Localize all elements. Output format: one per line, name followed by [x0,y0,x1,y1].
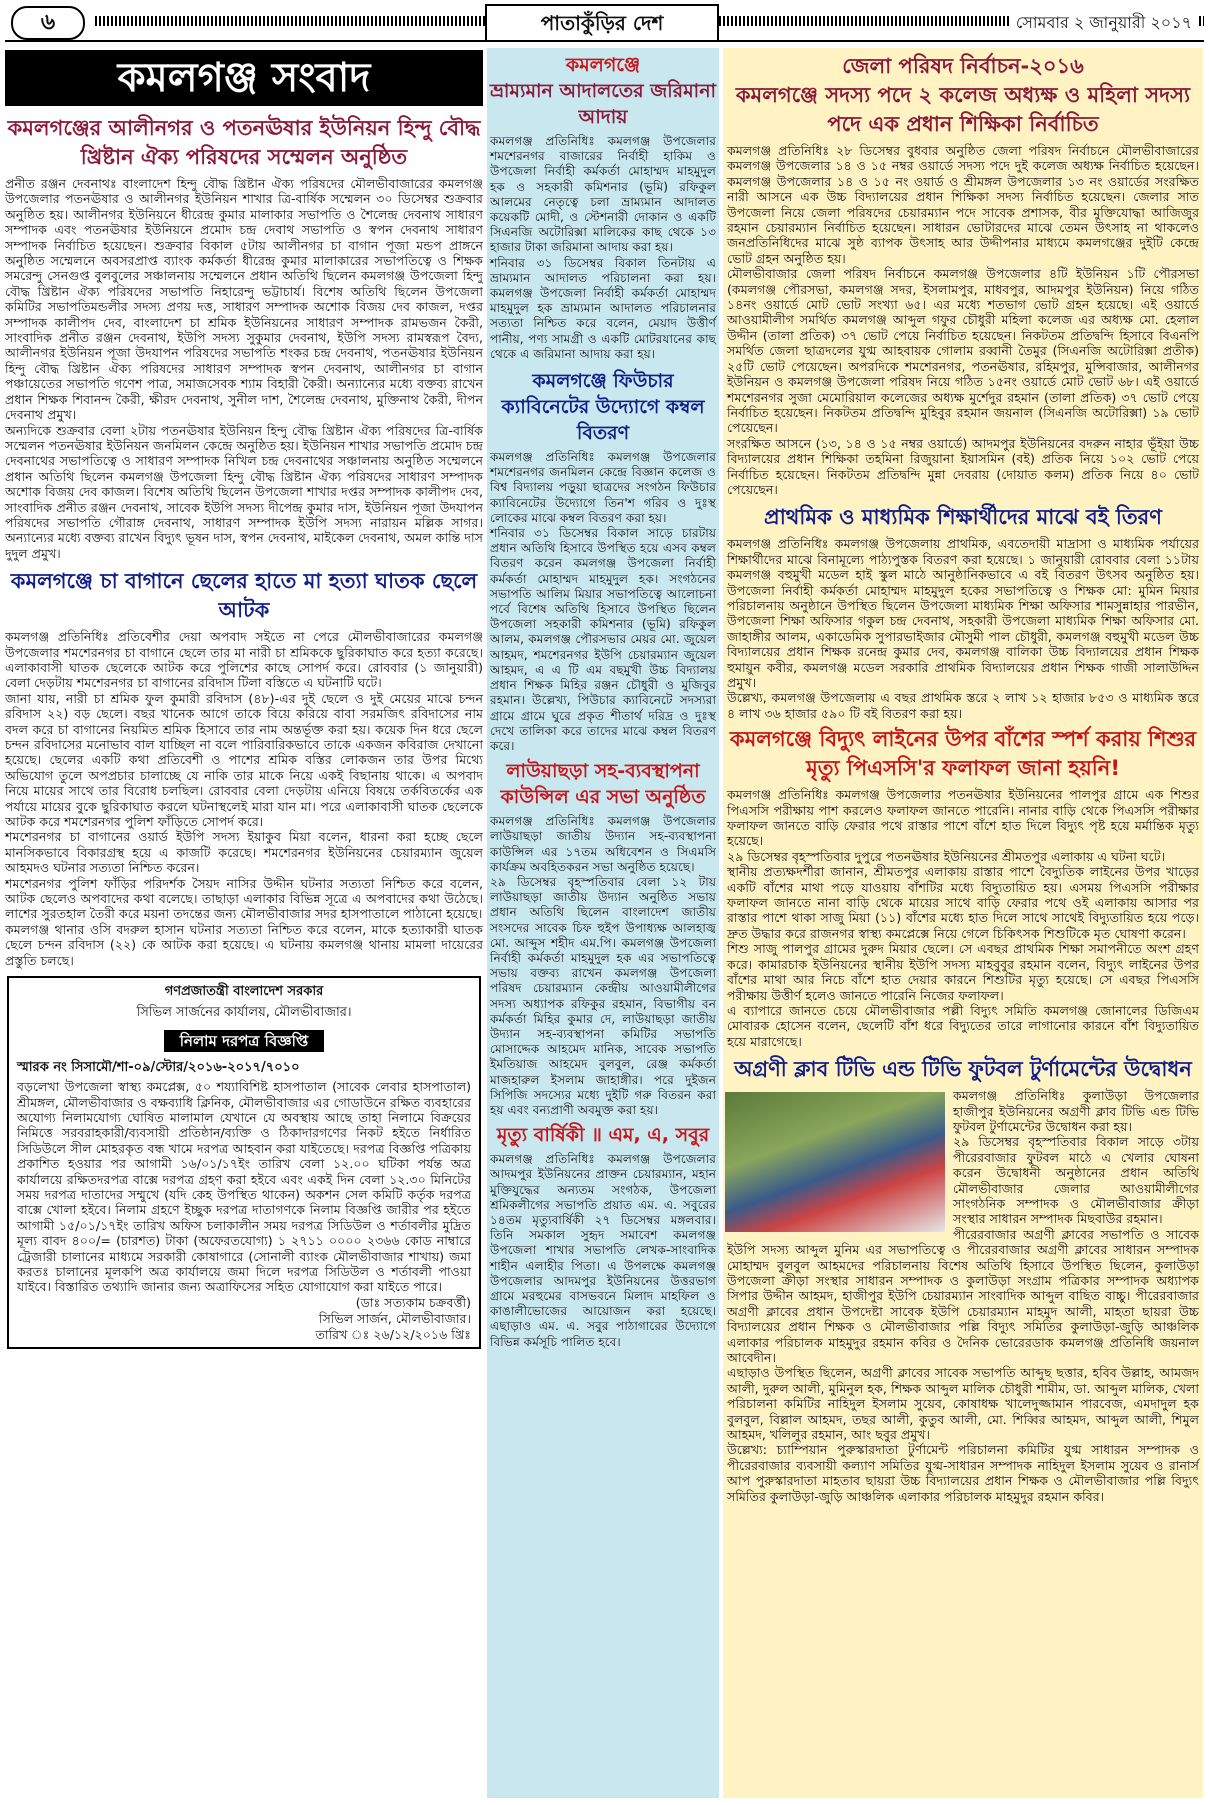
article-body: কমলগঞ্জ প্রতিনিধিঃ কমলগঞ্জ উপজেলার লাউয়াছড়া জাতীয় উদ্যান সহ-ব্যবস্থাপনা কাউন্সিল এর ১৭তম অধিবেশন ও সিএমসি কার্যক্রম অবহিতকরন সভা অনুষ্ঠিত হয়েছে। ২৯ ডিসেম্বর বৃহস্পতিবার বেলা ১২ টায় লাউয়াছড়া জাতীয় উদ্যান অনুষ্ঠিত সভায় প্রধান অতিথি ছিলেন বাংলাদেশ জাতীয় সংসদের সাবেক চিফ হুইপ উপাধ্যক্ষ আলহাজ্ব মো. আব্দুস শহীদ এম.পি। কমলগঞ্জ উপজেলা নির্বাহী কর্মকর্তা মাহমুদুল হক এর সভাপতিত্বে সভায় বক্তব্য রাখেন কমলগঞ্জ উপজেলা পরিষদ চেয়ারম্যান কেন্দ্রীয় আওয়ামীলীগের সদস্য অধ্যাপক রফিকুর রহমান, বিভাগীয় বন কর্মকর্তা মিহির কুমার দে, লাউয়াছড়া জাতীয় উদ্যান সহ-ব্যবস্থাপনা কমিটির সভাপতি মোসাদ্দেক আহমেদ মানিক, সাবেক সভাপতি ইমতিয়াজ আহমেদ বুলবুল, রেঞ্জ কর্মকর্তা মাজহারুল ইসলাম জাহাঙ্গীর। পরে দুইজন সিপিজি সদস্যের মধ্যে দুইটি গরু বিতরন করা হয় এবং বন্যপ্রাণী অবমুক্ত করা হয়। [490,814,716,1117]
notice-date: তারিখ ঃ ২৬/১২/২০১৬ খ্রিঃ [315,1326,471,1342]
column-right [723,48,1203,1798]
article-kicker: জেলা পরিষদ নির্বাচন-২০১৬ [842,54,1084,78]
article-body: কমলগঞ্জ প্রতিনিধিঃ প্রতিবেশীর দেয়া অপবাদ সইতে না পেরে মৌলভীবাজারের কমলগঞ্জ উপজেলার শমশেরনগর চা বাগানে ছেলে তার মা নারী চা শ্রমিককে ছুরিকাঘাত করে হত্যা করেছে। এলাকাবাসী ঘাতক ছেলেকে আটক করে পুলিশের কাছে সোপর্দ করে। রোববার (১ জানুয়ারী) বেলা দেড়টায় শমশেরনগর চা বাগানের রবিদাস টিলা বস্তিতে এ ঘটনাটি ঘটে। জানা যায়, নারী চা শ্রমিক ফুল কুমারী রবিদাস (৪৮)-এর দুই ছেলে ও দুই মেয়ের মাঝে চন্দন রবিদাস ২২) বড় ছেলে। বছর খানেক আগে তাকে বিয়ে করিয়ে বাবা সরমজিৎ রবিদাসের নাম বদল করে চা বাগানের নিয়মিত শ্রমিক হিসাবে তার নাম অন্তর্ভূক্ত করা হয়। কয়েক দিন ধরে ছেলে চন্দন রবিদাসের মনোভাব বাল যাচ্ছিল না বলে পারিবারিকভাবে তাকে একজন কবিরাজ দেখানো হয়েছে। ছেলের একটি কথা প্রতিবেশী ও পাশের শ্রমিক বস্তির লোকজন তার উপর মিথ্যে অভিযোগ তুলে অপপ্রচার চালাচ্ছে যে নাকি তার মাকে নিয়ে একই বিছানায় থাকে। এ অপবাদ নিয়ে মায়ের সাথে তার বিরোধ চলছিল। রোববার বেলা দেড়টায় এনিয়ে বিষয়ে তর্কবিতর্কের এক পর্যায়ে মায়ের বুকে ছুরিকাঘাত করলে ঘটনাস্থলেই মারা যান মা। পরে এলাকাবাসী ঘাতক ছেলেকে আটক করে শমশেরনগর পুলিশ ফাঁড়িতে সোপর্দ করে। শমশেরনগর চা বাগানের ওয়ার্ড ইউপি সদস্য ইয়াকুব মিয়া বলেন, ধারনা করা হচ্ছে ছেলে মানসিকভাবে বিকারগ্রস্থ হয়ে এ কাজটি করেছে। শমশেরনগর ইউনিয়নের চেয়ারম্যান জুয়েল আহমদও ঘটনার সত্যতা নিশ্চিত করেন। শমশেরনগর পুলিশ ফাঁড়ির পরিদর্শক সৈয়দ নাসির উদ্দীন ঘটনার সত্যতা নিশ্চিত করে বলেন, আটক ছেলেও অপবাদের কথা বলেছে। তাছাড়া এলাকার বিভিন্ন সূত্রে এ অপবাদের কথা উঠেছে। লাশের সুরতহাল তৈরী করে ময়না তদন্তের জন্য মৌলভীবাজার সদর হাসপাতালে পাঠানো হয়েছে। কমলগঞ্জ থানার ওসি বদরুল হাসান ঘটনার সত্যতা নিশ্চিত করে বলেন, মাকে হত্যাকারী ঘাতক ছেলে চন্দন রবিদাস (২২) কে আটক করা হয়েছে। এ ঘটনায় কমলগঞ্জ থানায় মামলা দায়েরের প্রস্তুতি চলছে। [5,629,483,968]
article-title: কমলগঞ্জে চা বাগানে ছেলের হাতে মা হত্যা ঘাতক ছেলে আটক [10,569,478,623]
article-title: লাউয়াছড়া সহ-ব্যবস্থাপনা কাউন্সিল এর সভা অনুষ্ঠিত [500,760,706,809]
article-body: প্রনীত রঞ্জন দেবনাথঃ বাংলাদেশ হিন্দু বৌদ্ধ খ্রিষ্টান ঐক্য পরিষদের মৌলভীবাজারের কমলগঞ্জ উপজেলার পতনঊষার ও আলীনগর ইউনিয়ন শাখার ত্রি-বার্ষিক সম্মেলন ৩০ ডিসেম্বর শুক্রবার অনুষ্ঠিত হয়। আলীনগর ইউনিয়নে ধীরেন্দ্র কুমার মালাকার সভাপতি ও শৈলেন্দ্র দেবনাথ সাধারণ সম্পাদক এবং পতনঊষার ইউনিয়নে প্রমোদ চন্দ্র দেবাথ সভাপতি ও স্বপন দেবনাথ সাধারণ সম্পাদক নির্বাচিত হয়েছেন। শুক্রবার বিকাল ৫টায় আলীনগর চা বাগান পূজা মন্ডপ প্রাঙ্গনে অনুষ্ঠিত সম্মেলনে অবসরপ্রাপ্ত ব্যাংক কর্মকর্তা ধীরেন্দ্র কুমার মালাকারের সভাপতিত্বে ও শিক্ষক সমরেন্দু সেনগুপ্ত বুলবুলের সঞ্চালনায় সম্মেলনে প্রধান অতিথি ছিলেন কমলগঞ্জ উপজেলা হিন্দু বৌদ্ধ খ্রিষ্টান ঐক্য পরিষদের সভাপতি নিহারেন্দু ভট্টাচার্য। বিশেষ অতিথি ছিলেন উপজেলা কমিটির সভাপতিমন্ডলীর সদস্য প্রণয় দত্ত, সাধারণ সম্পাদক অশোক বিজয় দেব কাজল, দপ্তর সম্পাদক কালীপদ দেব, বাংলাদেশ চা শ্রমিক ইউনিয়নের সাধারণ সম্পাদক রামভজন কৈরী, সাংবাদিক প্রনীত রঞ্জন দেবনাথ, ইউপি সদস্য সুকুমার দেবনাথ, ইউপি সদস্য রামস্বরূপ বৈদ্য, আলীনগর ইউনিয়ন পূজা উদযাপন পরিষদের সভাপতি শংকর চন্দ্র দেবনাথ, পতনঊষার ইউনিয়ন হিন্দু বৌদ্ধ খ্রিষ্টান ঐক্য পরিষদের সাধারণ সম্পাদক স্বপন দেবনাথ, আলীনগর চা বাগান পঞ্চায়েতের সভাপতি গণেশ পাত্র, সমাজসেবক শ্যাম বিহারী কৈরী। অন্যান্যের মধ্যে বক্তব্য রাখেন প্রধান শিক্ষক শিবানন্দ কৈরী, ক্ষীরদ দেবনাথ, সুনীল দাশ, শৈলেন্দ্র দেবনাথ, মুক্তিনাথ কৈরী, দীপন দেবনাথ প্রমুখ। অন্যদিকে শুক্রবার বেলা ২টায় পতনঊষার ইউনিয়ন হিন্দু বৌদ্ধ খ্রিষ্টান ঐক্য পরিষদের ত্রি-বার্ষিক সম্মেলন পতনঊষার ইউনিয়ন জনমিলন কেন্দ্রে অনুষ্ঠিত হয়। ইউনিয়ন শাখার সভাপতি প্রমোদ চন্দ্র দেবনাথের সভাপতিত্বে ও সাধারণ সম্পাদক নিখিল চন্দ্র দেবনাথের সঞ্চালনায় অনুষ্ঠিত সম্মেলনে প্রধান অতিথি ছিলেন কমলগঞ্জ উপজেলা হিন্দু বৌদ্ধ খ্রিষ্টান ঐক্য পরিষদের সাধারণ সম্পাদক অশোক বিজয় দেব কাজল। বিশেষ অতিথি ছিলেন উপজেলা শাখার দপ্তর সম্পাদক কালীপদ দেব, সাংবাদিক প্রনীত রঞ্জন দেবনাথ, সাবেক ইউপি সদস্য দীপেন্দ্র কুমার দাস, ইউনিয়ন পূজা উদযাপন পরিষদের সভাপতি গৌরাঙ্গ দেবনাথ, সাধারণ সম্পাদক ইউপি সদস্য নারায়ন মল্লিক সাগর। অন্যান্যের মধ্যে বক্তব্য রাখেন বিদ্যুৎ ভূষন দাস, স্বপন দেবনাথ, মাইকেল দেবনাথ, অমল কান্তি দাস দুদুল প্রমুখ। [5,176,483,561]
article-kicker: কমলগঞ্জে [565,54,641,76]
article-title: ভ্রাম্যমান আদালতের জরিমানা আদায় [489,80,717,128]
article-title: কমলগঞ্জের আলীনগর ও পতনঊষার ইউনিয়ন হিন্দু বৌদ্ধ খ্রিষ্টান ঐক্য পরিষদের সম্মেলন অনুষ্ঠিত [7,116,481,169]
notice-memo: স্মারক নং সিসামৌ/শা-০৯/স্টোর/২০১৬-২০১৭/৭০১০ [17,1060,300,1076]
auction-notice [7,976,481,1349]
page-number: ৬ [11,6,85,40]
article-body: কমলগঞ্জ প্রতিনিধিঃ কুলাউড়া উপজেলার হাজীপুর ইউনিয়নের অগ্রণী ক্লাব টিভি এন্ড টিভি ফুটবল টুর্ণামেন্টের উদ্বোধন করা হয়। ২৯ ডিসেম্বর বৃহস্পতিবার বিকাল সাড়ে ৩টায় পীরেরবাজার ফুটবল মাঠে এ খেলার ঘোষনা করেন উদ্বোধনী অনুষ্ঠানের প্রধান অতিথি মৌলভীবাজার জেলার আওয়ামীলীগের সাংগঠনিক সম্পাদক ও মৌলভীবাজার ক্রীড়া সংস্থার সাধারন সম্পাদক মিছবাউর রহমান। পীরেরবাজার অগ্রণী ক্লাবের সভাপতি ও সাবেক ইউপি সদস্য আব্দুল মুনিম এর সভাপতিত্বে ও পীরেরবাজার অগ্রণী ক্লাবের সাধারন সম্পাদক মোহাম্মদ বুলবুল আহমদের পরিচালনায় বিশেষ অতিথি হিসাবে উপস্থিত ছিলেন, কুলাউড়া উপজেলা ক্রীড়া সংস্থার সাধারন সম্পাদক ও কুলাউড়া সংগ্রাম পত্রিকার সম্পাদক অধ্যাপক সিপার উদ্দীন আহমদ, হাজীপুর ইউপি চেয়ারম্যান সাংবাদিক আব্দুল বাছিত বাচ্চু। পীরেরবাজার অগ্রণী ক্লাবের প্রধান উপদেষ্টা সাবেক ইউপি চেয়ারম্যান মাহমুদ আলী, মাহতা ছায়রা উচ্চ বিদ্যালয়ের প্রধান শিক্ষক ও মৌলভীবাজার পল্লি বিদ্যুৎ সমিতির কুলাউড়া-জুড়ি আঞ্চলিক এলাকার পরিচালক মাহমুদুর রহমান কবির ও দৈনিক ভোরেরডাক কমলগঞ্জ প্রতিনিধি জয়নাল আবেদীন। এছাড়াও উপস্থিত ছিলেন, অগ্রণী ক্লাবের সাবেক সভাপতি আব্দুছ ছত্তার, হবিব উল্লাহ, আমজদ আলী, দুরুল আলী, মুমিনুল হক, শিক্ষক আব্দুল মালিক চৌধুরী শামীম, ডা. আব্দুল মালিক, খেলা পরিচালনা কমিটির নাহিদুল ইসলাম সুয়েব, কোষাধক্ষ খালেদুজ্জামান পারবেজ, এমদাদুল হক বুলবুল, বিল্লাল আহমদ, তছর আলী, কুতুব আলী, মো. শিব্বির আহমদ, আব্দুল আলী, শিমুল আহমদ, খলিলুর রহমান, আং ছবুর প্রমুখ। উল্লেখ্য: চ্যাম্পিয়ান পুরুস্কারদাতা টুর্ণামেন্ট পরিচালনা কমিটির যুগ্ম সাধারন সম্পাদক ও পীরেরবাজার ব্যবসায়ী কল্যাণ সমিতির যুগ্ম-সাধারন সম্পাদক নাহিদুল ইসলাম সুয়েব ও রানার্স আপ পুরুস্কারদাতা মাহতাব ছায়রা উচ্চ বিদ্যালয়ের প্রধান শিক্ষক ও মৌলভীবাজার পল্লি বিদ্যুৎ সমিতির কুলাউড়া-জুড়ি আঞ্চলিক এলাকার পরিচালক মাহমুদুর রহমান কবির। [727,1088,1199,1504]
notice-body: বড়লেখা উপজেলা স্বাস্থ্য কমপ্লেক্স, ৫০ শয্যাবিশিষ্ট হাসপাতাল (সাবেক লেবার হাসপাতাল) শ্রীমঙ্গল, মৌলভীবাজার ও বক্ষব্যাধি ক্লিনিক, মৌলভীবাজার এর গোডাউনে রক্ষিত ব্যবহারের অযোগ্য নিলামযোগ্য ঘোষিত মালামাল যেখানে যে অবস্থায় আছে তাহা নিলামে বিক্রয়ের নিমিত্তে সরবরাহকারী/ব্যবসায়ী প্রতিষ্ঠান/ব্যক্তি ও ঠিকাদারগণের নিকট হইতে নির্ধারিত সিডিউলে সীল মোহরকৃত বন্ধ খামে দরপত্র আহবান করা যাইতেছে। দরপত্র বিজ্ঞপ্তি পত্রিকায় প্রকাশিত হওয়ার পর আগামী ১৬/০১/১৭ইং তারিখ বেলা ১২.০০ ঘটিকা পর্যন্ত অত্র কার্যালয়ে রক্ষিতদরপত্র বাক্সে দরপত্র গ্রহণ করা হইবে এবং একই দিন বেলা ১২.৩০ মিনিটের সময় দরপত্র দাতাদের সম্মুখে (যদি কেহ উপস্থিত থাকেন) অকশন সেল কমিটি কর্তৃক দরপত্র বাক্সে খোলা হইবে। নিলাম গ্রহণে ইচ্ছুক দরপত্র দাতাগণকে নিলাম বিজ্ঞপ্তি জারীর পর হইতে আগামী ১৫/০১/১৭ইং তারিখ অফিস চলাকালীন সময় দরপত্র সিডিউল ও শর্তাবলীর মুদ্রিত মূল্য বাবদ ৪০০/= (চারশত) টাকা (অফেরতযোগ্য) ১ ২৭১১ ০০০০ ২৩৬৬ কোড নাম্বারে ট্রেজারী চালানের মাধ্যমে সরকারী কোষাগারে (সোনালী ব্যাংক মৌলভীবাজার শাখায়) জমা করতঃ চালানের মূলকপি অত্র কার্যালয়ে জমা দিলে দরপত্র সিডিউল ও শর্তাবলী পাওয়া যাইবে। বিস্তারিত তথ্যাদি জানার জন্য অত্রাফিসের সহিত যোগাযোগ করা যাইতে পারে। [17,1079,471,1295]
page-header [5,4,1204,42]
article-title: কমলগঞ্জে সদস্য পদে ২ কলেজ অধ্যক্ষ ও মহিলা সদস্য পদে এক প্রধান শিক্ষিকা নির্বাচিত [735,83,1191,136]
article-title: প্রাথমিক ও মাধ্যমিক শিক্ষার্থীদের মাঝে বই তিরণ [764,505,1162,530]
column-middle [487,48,719,1798]
article-title: কমলগঞ্জে ফিউচার ক্যাবিনেটের উদ্যোগে কম্বল বিতরণ [501,370,705,445]
notice-office: সিভিল সার্জনের কার্যালয়, মৌলভীবাজার। [136,1005,352,1021]
news-photo [725,1092,945,1232]
article-body: কমলগঞ্জ প্রতিনিধিঃ কমলগঞ্জ উপজেলার শমশেরনগর জনমিলন কেন্দ্রে বিজ্ঞান কলেজ ও বিশ্ব বিদ্যালয় পড়ুয়া ছাত্রদের সংগঠন ফিউচার ক্যাবিনেটের উদ্যোগে তিন'শ গরিব ও দুঃস্থ লোকের মাঝে কম্বল বিতরণ করা হয়। শনিবার ৩১ ডিসেম্বর বিকাল সাড়ে চারটায় প্রধান অতিথি হিসাবে উপস্থিত হয়ে এসব কম্বল বিতরণ করেন কমলগঞ্জ উপজেলা নির্বাহী কর্মকর্তা মোহাম্মদ মাহমুদুল হক। সংগঠনের সভাপতি আলিম মিয়ার সভাপতিত্বে আলোচনা পর্বে বিশেষ অতিথি হিসাবে উপস্থিত ছিলেন উপজেলা সহকারী কমিশনার (ভূমি) রফিকুল আলম, কমলগঞ্জ পৌরসভার মেয়র মো. জুয়েল আহমদ, শমশেরনগর ইউপি চেয়ারম্যান জুয়েল আহমদ, এ এ টি এম বছমুখী উচ্চ বিদ্যালয় প্রধান শিক্ষক মিহির রঞ্জন চৌধুরী ও মুজিবুর রহমান। উল্লেখ্য, পিউচার ক্যাবিনেটে সদস্যরা গ্রামে গ্রামে ঘুরে প্রকৃত শীতার্থ দরিদ্র ও দুঃস্থ দেখে তালিকা করে তাদের মাঝে কম্বল বিতরণ করে। [490,450,716,753]
article-title: কমলগঞ্জে বিদ্যুৎ লাইনের উপর বাঁশের স্পর্শ করায় শিশুর মৃত্যু পিএসসি'র ফলাফল জানা হয়নি! [729,727,1197,781]
article-title: মৃত্যু বার্ষিকী ॥ এম, এ, সবুর [496,1124,710,1147]
article-title: অগ্রণী ক্লাব টিভি এন্ড টিভি ফুটবল টুর্ণামেন্টের উদ্বোধন [734,1057,1192,1082]
article-body: কমলগঞ্জ প্রতিনিধিঃ কমলগঞ্জ উপজেলার পতনঊষার ইউনিয়নের পালপুর গ্রামে এক শিশুর পিএসসি পরীক্ষায় পাশ করলেও ফলাফল জানতে পারেনি। নানার বাড়ি থেকে পিএসসি পরীক্ষার ফলাফল জানতে বাড়ি ফেরার পথে রাস্তার পাশে বাঁশে হাত দিলে বিদ্যুৎ পৃষ্ট হয়ে মর্মান্তিক মৃত্যু হয়েছে। ২৯ ডিসেম্বর বৃহস্পতিবার দুপুরে পতনঊষার ইউনিয়নের শ্রীমতপুর এলাকায় এ ঘটনা ঘটে। স্থানীয় প্রত্যক্ষদর্শীরা জানান, শ্রীমতপুর এলাকায় রাস্তার পাশে বৈদ্যুতিক লাইনের উপর খাড়ের একটি বাঁশের মাথা পড়ে যাওয়ায় বাঁশটির মধ্যে বিদ্যুতায়িত হয়। এসময় পিএসসি পরীক্ষার ফলাফল জানতে নানা বাড়ি থেকে মায়ের সাথে বাড়ি ফেরার পথে ওই এলাকায় আসার পর রাস্তার পাশে থাকা সাজু মিয়া (১১) বাঁশের মধ্যে হাত দিলে সাথে সাথেই বিদ্যুতায়িত হয়ে পড়ে। দ্রুত উদ্ধার করে রাজনগর স্বাস্থ্য কমপ্লেক্সে নিয়ে গেলে চিকিৎসক শিশুটিকে মৃত ঘোষণা করেন। শিশু সাজু পালপুর গ্রামের দুরুদ মিয়ার ছেলে। সে এবছর প্রাথমিক শিক্ষা সমাপনীতে অংশ গ্রহণ করে। কামারচাক ইউনিয়নের স্থানীয় ইউপি সদস্য মাহবুবুর রহমান বলেন, বিদ্যুৎ লাইনের উপর বাঁশের মাথা আর নিচে বাঁশে হাত দেয়ার কারনে শিশুটির মৃত্যু হয়েছে। সে এবছর পিএসসি পরীক্ষায় উত্তীর্ণ হলেও জানতে পারেনি নিজের ফলাফল। এ ব্যাপারে জানতে চেয়ে মৌলভীবাজার পল্লী বিদ্যুৎ সমিতি কমলগঞ্জ জোনালের ডিজিএম মোবারক হোসেন বলেন, ছেলেটি বাঁশ ধরে বিদ্যুতের তারে লাগানোর কারনে বাঁশ বিদ্যুতায়িত হয়ে মারাগেছে। [727,787,1199,1049]
issue-date: সোমবার ২ জানুয়ারী ২০১৭ [1010,10,1198,37]
article-body: কমলগঞ্জ প্রতিনিধিঃ কমলগঞ্জ উপজেলার আদমপুর ইউনিয়নের প্রাক্তন চেয়ারম্যান, মহান মুক্তিযুদ্ধের অন্যতম সংগঠক, উপজেলা শ্রমিকলীগের সভাপতি প্রয়াত এম. এ. সবুরের ১৪তম মৃত্যুবার্ষিকী ২৭ ডিসেম্বর মঙ্গলবার। তিনি সমকাল সুহৃদ সমাবেশ কমলগঞ্জ উপজেলা শাখার সভাপতি লেখক-সাংবাদিক শাহীন এলাহীর পিতা। এ উপলক্ষে কমলগঞ্জ উপজেলার আদমপুর ইউনিয়নের উত্তরভাগ গ্রামে মরহুমের বাসভবনে মিলাদ মাহফিল ও কাঙালীভোজের আয়োজন করা হয়েছে। এছাড়াও এম. এ. সবুর পাঠাগারের উদ্যোগে বিভিন্ন কর্মসূচি পালিত হবে। [490,1152,716,1349]
article-body: কমলগঞ্জ প্রতিনিধিঃ কমলগঞ্জ উপজেলায় প্রাথমিক, এবতেদায়ী মাদ্রাসা ও মাধ্যমিক পর্যায়ের শিক্ষার্থীদের মাঝে বিনামূল্যে পাঠ্যপুস্তক বিতরণ করা হয়েছে। ১ জানুয়ারী রোববার বেলা ১১টায় কমলগঞ্জ বহুমুখী মডেল হাই স্কুল মাঠে আনুষ্ঠানিকভাবে এ বই বিতরণ উৎসব অনুষ্ঠিত হয়। উপজেলা নির্বাহী কর্মকর্তা মোহাম্মদ মাহমুদুল হকের সভাপতিত্বে ও শিক্ষক মো: মুমিন মিয়ার পরিচালনায় অনুষ্ঠানে উপস্থিত ছিলেন উপজেলা মাধ্যমিক শিক্ষা অফিসার শামসুন্নাহার পারভীন, উপজেলা শিক্ষা অফিসার গকুল চন্দ্র দেবনাথ, সহকারী উপজেলা মাধ্যমিক শিক্ষা অফিসার মো. জাহাঙ্গীর আলম, একাডেমিক সুপারভাইজার মৌসুমী পাল চৌধুরী, কমলগঞ্জ বহুমুখী মডেল উচ্চ বিদ্যালয়ের প্রধান শিক্ষক রনেন্দ্র কুমার দেব, কমলগঞ্জ বালিকা উচ্চ বিদ্যালয়ের প্রধান শিক্ষক হুমায়ুন কবীর, কমলগঞ্জ মডেল সরকারি প্রাথমিক বিদ্যালয়ের প্রধান শিক্ষক গাজী সালাউদ্দিন প্রমুখ। উল্লেখ্য, কমলগঞ্জ উপজেলায় এ বছর প্রাথমিক স্তরে ২ লাখ ১২ হাজার ৮৫৩ ও মাধ্যমিক স্তরে ৪ লাখ ৩৬ হাজার ৫৯০ টি বই বিতরণ করা হয়। [727,536,1199,721]
section-title: কমলগঞ্জ সংবাদ [5,50,483,106]
masthead: পাতাকুঁড়ির দেশ [485,4,719,42]
column-left [5,48,483,1798]
notice-org: গণপ্রজাতন্ত্রী বাংলাদেশ সরকার [164,984,324,1000]
notice-signer: (ডাঃ সত্যকাম চক্রবর্ত্তী) [355,1294,471,1310]
article-body: কমলগঞ্জ প্রতিনিধিঃ ২৮ ডিসেম্বর বুধবার অনুষ্ঠিত জেলা পরিষদ নির্বাচনে মৌলভীবাজারের কমলগঞ্জ উপজেলার ১৪ ও ১৫ নম্বর ওয়ার্ডে সদস্য পদে দুই কলেজ অধ্যক্ষ নির্বাচিত হয়েছেন। কমলগঞ্জ উপজেলার ১৪ ও ১৫ নং ওয়ার্ড ও শ্রীমঙ্গল উপজেলার ১৩ নং ওয়ার্ডের সংরক্ষিত নারী আসনে এক উচ্চ বিদ্যালয়ের প্রধান শিক্ষিকা সদস্য নির্বাচিত হয়েছেন। জেলার সাত উপজেলা নিয়ে জেলা পরিষদের চেয়ারম্যান পদে সাবেক প্রশাসক, বীর মুক্তিযোদ্ধা আজিজুর রহমান চেয়ারম্যান নির্বাচিত হয়েছেন। সাধারন ভোটারদের মাঝে তেমন উৎসাহ না থাকলেও জনপ্রতিনিধিদের মাঝে সুষ্ঠ ব্যাপক উৎসাহ আর উদ্দীপনার মাধ্যমে কমলগঞ্জের দুইটি কেন্দ্রে ভোট গ্রহন অনুষ্ঠিত হয়। মৌলভীবাজার জেলা পরিষদ নির্বাচনে কমলগঞ্জ উপজেলার ৪টি ইউনিয়ন ১টি পৌরসভা (কমলগঞ্জ পৌরসভা, কমলগঞ্জ সদর, ইসলামপুর, মাধবপুর, আদমপুর ইউনিয়ন) নিয়ে গঠিত ১৪নং ওয়ার্ডে মোট ভোট সংখ্যা ৬৫। এর মধ্যে শতভাগ ভোট গ্রহন হয়েছে। এই ওয়ার্ডে আওয়ামীলীগ সমর্থিত কমলগঞ্জ আব্দুল গফুর চৌধুরী মহিলা কলেজ এর অধ্যক্ষ মো. হেলাল উদ্দীন (তালা প্রতিক) ৩৭ ভোট পেয়ে নির্বাচিত হয়েছেন। নিকটতম প্রতিদ্বন্দি হিসাবে বিএনপি সমর্থিত জেলা ছাত্রদলের যুগ্ম আহবায়ক গোলাম রব্বানী তৈমুর (সিএনজি অটোরিক্সা প্রতীক) ২৫টি ভোট পেয়েছেন। অপরদিকে শমশেরনগর, পতনঊষার, রহিমপুর, মুন্সিবাজার, আলীনগর ইউনিয়ন ও কমলগঞ্জ উপজেলা পরিষদ নিয়ে গঠিত ১৫নং ওয়ার্ডে মোট ভোট ৬৮। এই ওয়ার্ডে শমশেরনগর সুজা মেমোরিয়াল কলেজের অধ্যক্ষ মুর্শেদুর রহমান (তালা প্রতিক) ৩৭ ভোট পেয়ে নির্বাচিত হয়েছেন। নিকটতম প্রতিদ্বন্দি মুহিবুর রহমান জয়নাল (সিএনজি অটোরিক্সা) ১৯ ভোট পেয়েছেন। সংরক্ষিত আসনে (১৩, ১৪ ও ১৫ নম্বর ওয়ার্ডে) আদমপুর ইউনিয়নের বদরুন নাহার ভূঁইয়া উচ্চ বিদ্যালয়ের প্রধান শিক্ষিকা তহমিনা রিজুয়ানা ইয়াসমিন (বই) প্রতিক নিয়ে ১০২ ভোট পেয়ে নির্বাচিত হয়েছেন। নিকটতম প্রতিদ্বন্দি মুন্না দেবরায় (দোয়াত কলম) প্রতিক নিয়ে ৪০ ভোট পেয়েছেন। [727,143,1199,497]
notice-title: নিলাম দরপত্র বিজ্ঞপ্তি [164,1030,324,1052]
article-body: কমলগঞ্জ প্রতিনিধিঃ কমলগঞ্জ উপজেলার শমশেরনগর বাজারের নির্বাহী হাকিম ও উপজেলা নির্বাহী কর্মকর্তা মোহাম্মদ মাহমুদুল হক ও সহকারী কমিশনার (ভূমি) রফিকুল আলমের নেতৃত্বে চলা ভ্রাম্যমান আদালত কয়েকটি মোদী, ও স্টেশনারী দোকান ও একটি সিএনজি অটোরিক্সা মালিকের কাছ থেকে ১৩ হাজার টাকা জরিমানা আদায় করা হয়। শনিবার ৩১ ডিসেম্বর বিকাল তিনটায় এ ভ্রাম্যমান আদালত পরিচালনা করা হয়। কমলগঞ্জ উপজেলা নির্বাহী কর্মকর্তা মোহাম্মদ মাহমুদুল হক ভ্রাম্যমান আদালত পরিচালনার সত্যতা নিশ্চিত করে বলেন, মেয়াদ উত্তীর্ণ পানীয়, পণ্য সামগ্রী ও একটি মোটরযানের কাছ থেকে এ জরিমানা আদায় করা হয়। [490,134,716,361]
notice-signer-title: সিভিল সার্জন, মৌলভীবাজার। [318,1310,471,1326]
